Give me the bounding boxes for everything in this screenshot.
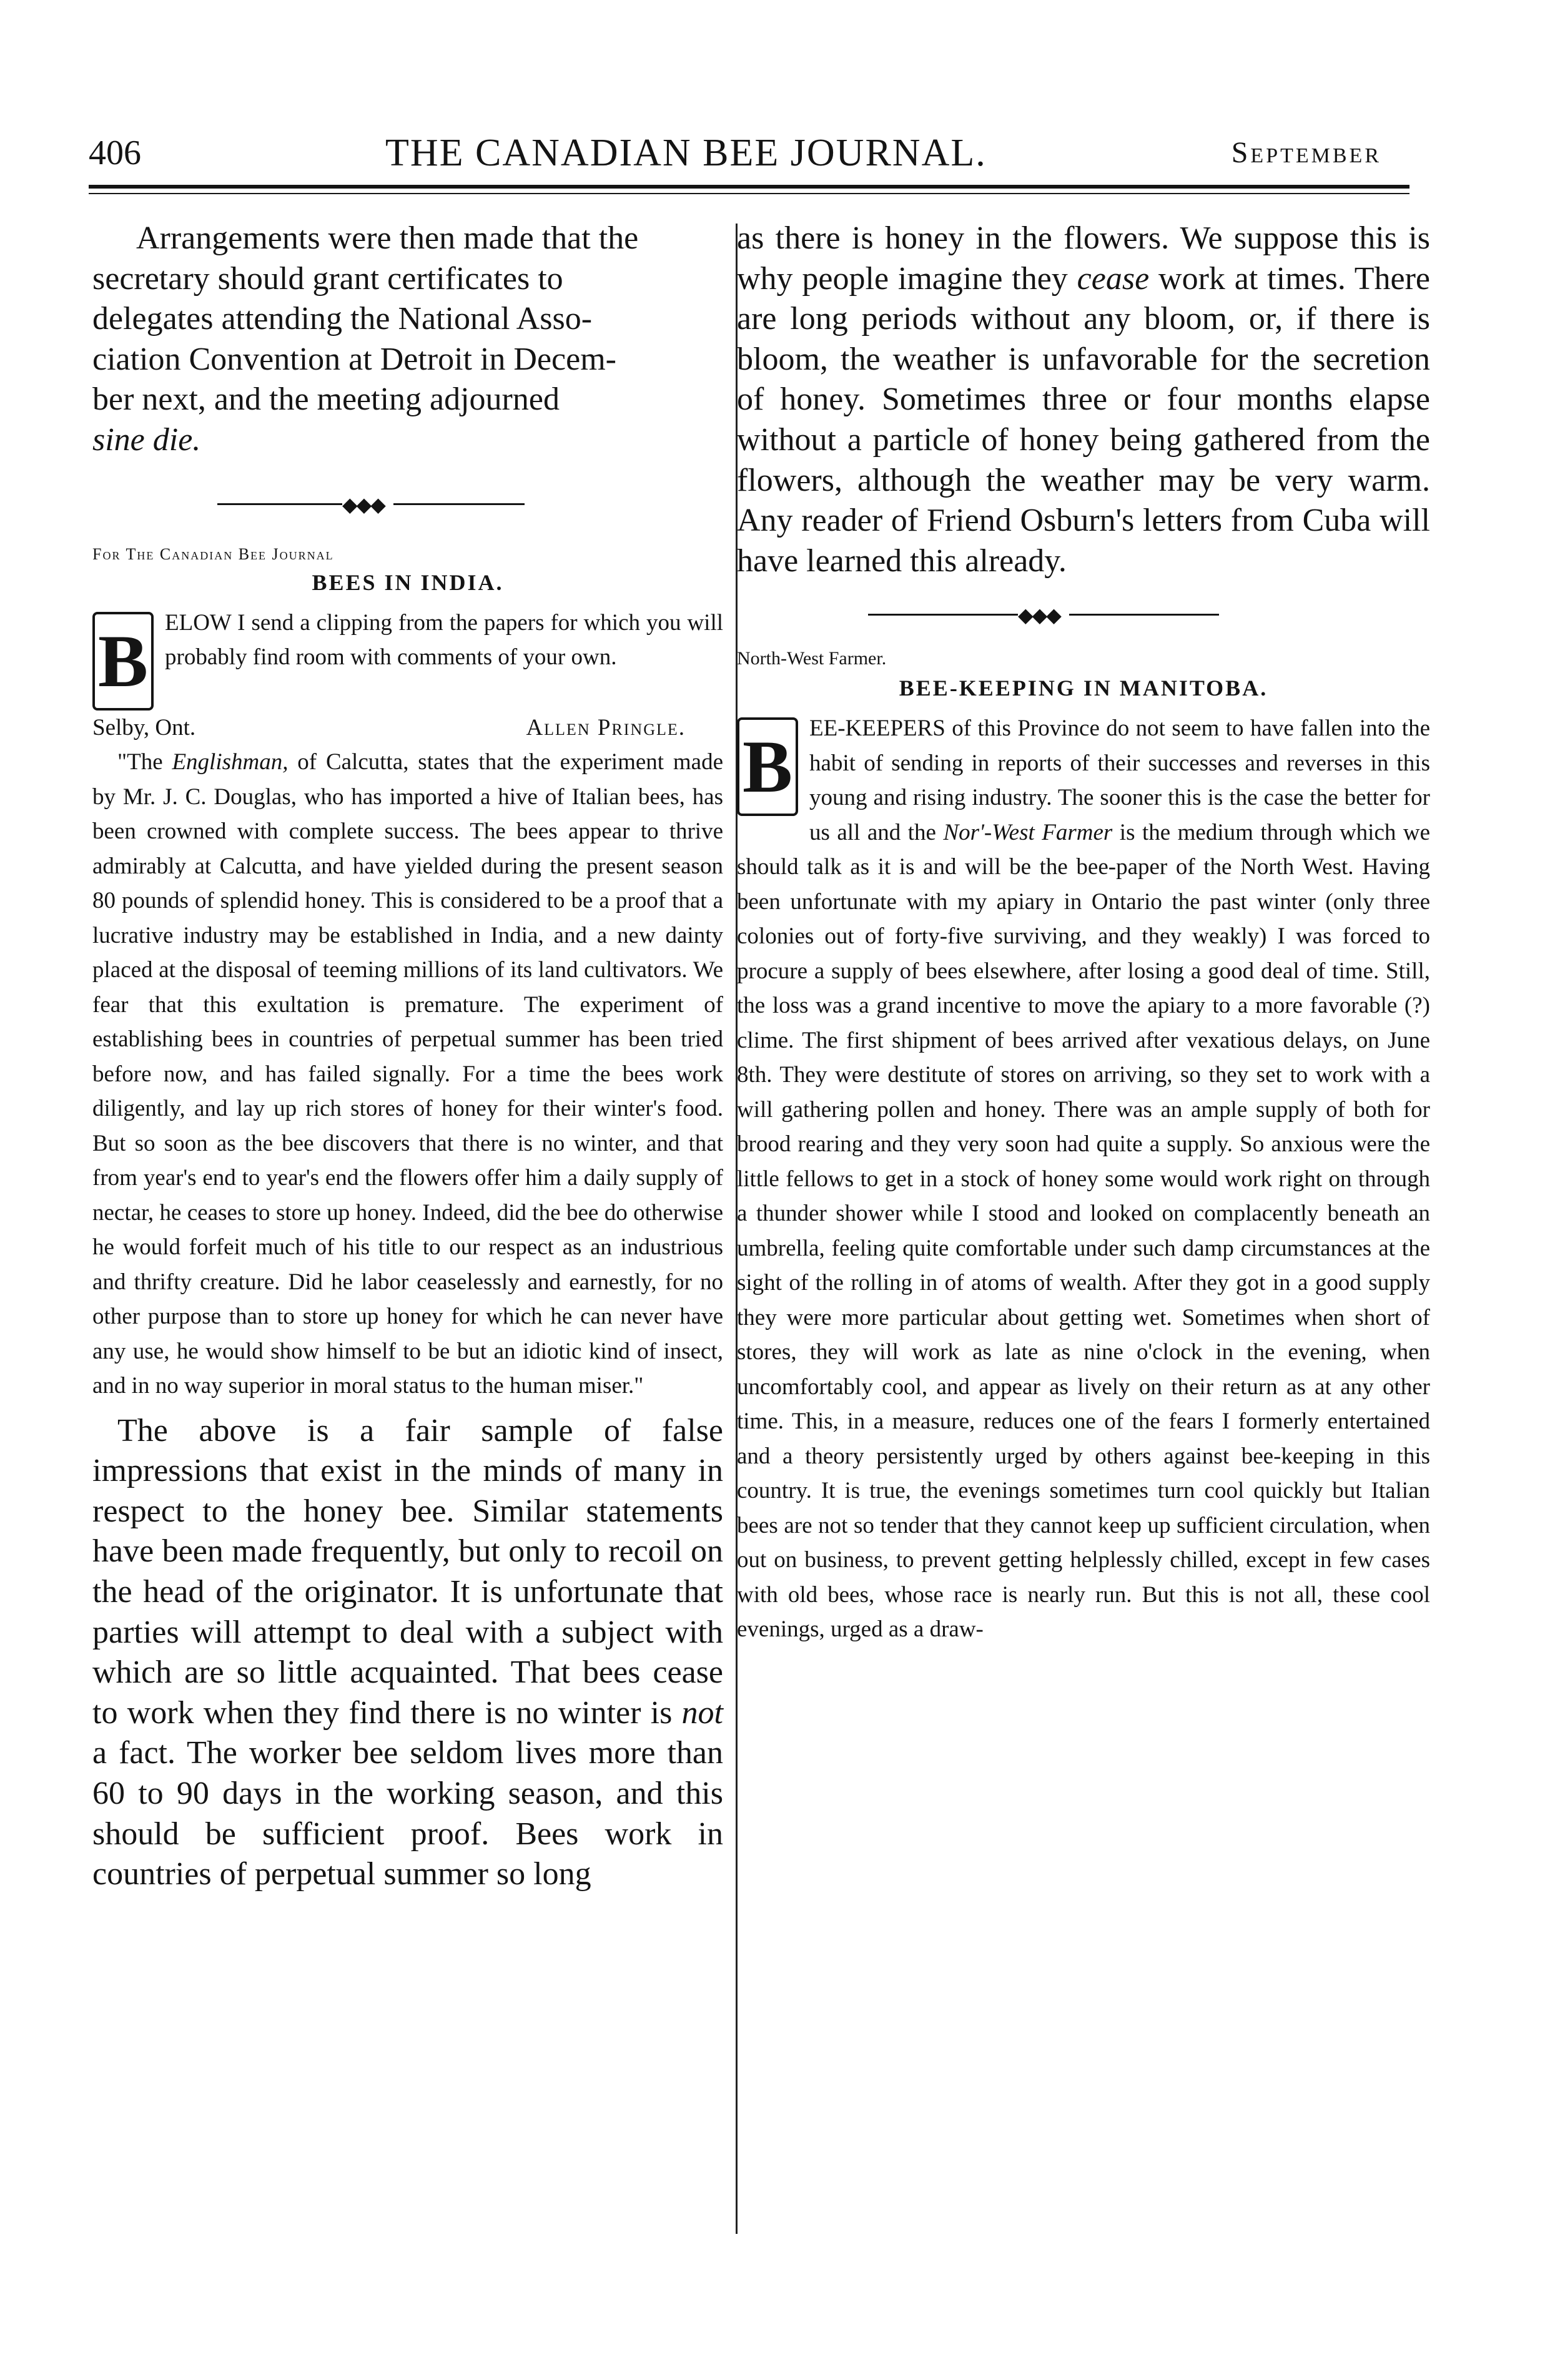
header-rule bbox=[89, 185, 1409, 189]
article-intro bbox=[92, 606, 724, 702]
article-title: BEES IN INDIA. bbox=[312, 569, 504, 595]
header-month: September bbox=[1231, 136, 1381, 169]
signature-place: Selby, Ont. bbox=[92, 714, 196, 740]
quote-body: of Calcutta, states that the experiment made by Mr. J. C. Douglas, who has imported a hive of Italian bees, has been crowned with complete success. The bees appear to thrive admirably at Calcutta, and have yielded during the present season 80 pounds of splendid honey. This is considered to be a proof that a lucrative industry may be established in India, and a new dainty placed at the disposal of teeming millions of its land cultivators. We fear that this exultation is premature. The experiment of establishing bees in countries of perpetual summer has been tried before now, and has failed signally. For a time the bees work diligently, and lay up rich stores of honey for their winter's food. But so soon as the bee discovers that there is no winter, and that from year's end to year's end the flowers offer him a daily supply of nectar, he ceases to store up honey. Indeed, did the bee do otherwise he would forfeit much of his title to our respect as an industrious and thrifty creature. Did he labor ceaselessly and earnestly, for no other purpose than to store up honey for which he can never have any use, he would show himself to be but an idiotic kind of insect, and in no way superior in moral status to the human miser." bbox=[92, 749, 723, 1399]
signature-author: Allen Pringle. bbox=[526, 714, 686, 740]
drop-cap: B bbox=[737, 717, 798, 816]
body-part2: is the medium through which we should talk as it is and will be the bee-paper of the North West. Having been unfortunate with my apiary in Ontario the past winter (only three colonies out of forty-five surviving, and they weakly) I was forced to procure a supply of bees elsewhere, after losing a good deal of time. Still, the loss was a grand incentive to move the apiary to a more favorable (?) clime. The first shipment of bees arrived after vexatious delays, on June 8th. They were destitute of stores on arriving, so they set to work with a will gathering pollen and honey. There was an ample supply of both for brood rearing and they very soon had quite a supply. So anxious were the little fellows to get in a stock of honey some would work right on through a thunder shower while I stood and looked on complacently beneath an umbrella, feeling quite comfortable under such damp circumstances at the sight of the rolling in of atoms of wealth. After they got in a good supply they were more particular about getting wet. Sometimes when short of stores, they will work as late as nine o'clock in the evening, when uncomfortably cool, and appear as lively on their return as at any other time. This, in a measure, reduces one of the fears I formerly entertained and a theory persistently urged by others against bee-keeping in this country. It is true, the evenings sometimes turn cool quickly but Italian bees are not so tender that they cannot keep up sufficient circulation, when out on business, to prevent getting helplessly chilled, except in few cases with old bees, whose race is nearly run. But this is not all, these cool evenings, urged as a draw- bbox=[737, 819, 1431, 1643]
body-part1: EE-KEEPERS of this Province do not seem to have fallen into the habit of sending in reports of their successes and reverses in this young and rising industry. The sooner this is the case the better for us all and the bbox=[809, 715, 1430, 845]
editor-comment bbox=[92, 1411, 723, 1895]
quote-italic: Englishman, bbox=[172, 749, 289, 775]
intro-paragraph bbox=[92, 219, 723, 461]
intro-first-line: ELOW I send a clipping from the papers bbox=[165, 609, 545, 636]
section-divider bbox=[737, 590, 1430, 640]
right-column bbox=[737, 219, 1430, 1647]
comment-part1: The above is a fair sample of false impressions that exist in the minds of many in respect to the honey bee. Similar statements have been made frequently, but only to recoil on the head of the originator. It is unfortunate that parties will attempt to deal with a subject with which are so little acquainted. That bees cease to work when they find there is no winter is bbox=[92, 1412, 723, 1731]
divider-ornament: ◆◆◆ bbox=[342, 493, 385, 516]
quote-prefix: "The bbox=[117, 749, 172, 775]
quoted-clipping bbox=[92, 745, 723, 1404]
intro-rest: for which you will probably find room with comments of your own. bbox=[165, 609, 724, 671]
continued-italic: cease bbox=[1077, 260, 1150, 297]
section-divider bbox=[92, 479, 723, 529]
signature-line bbox=[92, 711, 723, 745]
drop-cap: B bbox=[92, 612, 154, 711]
journal-title: THE CANADIAN BEE JOURNAL. bbox=[385, 132, 987, 174]
continued-part2: work at times. There are long periods without any bloom, or, if there is bloom, the weather is unfavorable for the secretion of honey. Sometimes three or four months elapse without a particle of honey being gathered from the flowers, although the weather may be very warm. Any reader of Friend Osburn's letters from Cuba will have learned this already. bbox=[737, 260, 1430, 579]
left-column bbox=[92, 219, 723, 1895]
page-number: 406 bbox=[89, 134, 141, 172]
intro-line-italic: sine die. bbox=[92, 421, 201, 458]
article-source: For The Canadian Bee Journal bbox=[92, 544, 334, 563]
intro-line: ciation Convention at Detroit in Decem- bbox=[92, 341, 616, 377]
continued-comment bbox=[737, 219, 1430, 581]
page-header bbox=[89, 128, 1406, 178]
article-title: BEE-KEEPING IN MANITOBA. bbox=[899, 676, 1268, 701]
article-body bbox=[737, 711, 1430, 1647]
article-source: North-West Farmer. bbox=[737, 648, 887, 669]
divider-ornament: ◆◆◆ bbox=[1018, 604, 1060, 627]
header-rule-thin bbox=[89, 193, 1409, 194]
intro-line: delegates attending the National Asso- bbox=[92, 301, 593, 337]
body-italic: Nor'-West Farmer bbox=[943, 819, 1113, 845]
comment-part2: a fact. The worker bee seldom lives more than 60 to 90 days in the working season, and this should be sufficient proof. Bees work in countries of perpetual summer so long bbox=[92, 1735, 723, 1892]
intro-line: Arrangements were then made that the bbox=[136, 220, 639, 256]
intro-line: ber next, and the meeting adjourned bbox=[92, 381, 560, 418]
continued-part1: as there is honey in the flowers. We suppose this is why people imagine they bbox=[737, 220, 1430, 297]
intro-line: secretary should grant certificates to bbox=[92, 260, 563, 297]
comment-italic: not bbox=[681, 1694, 723, 1731]
